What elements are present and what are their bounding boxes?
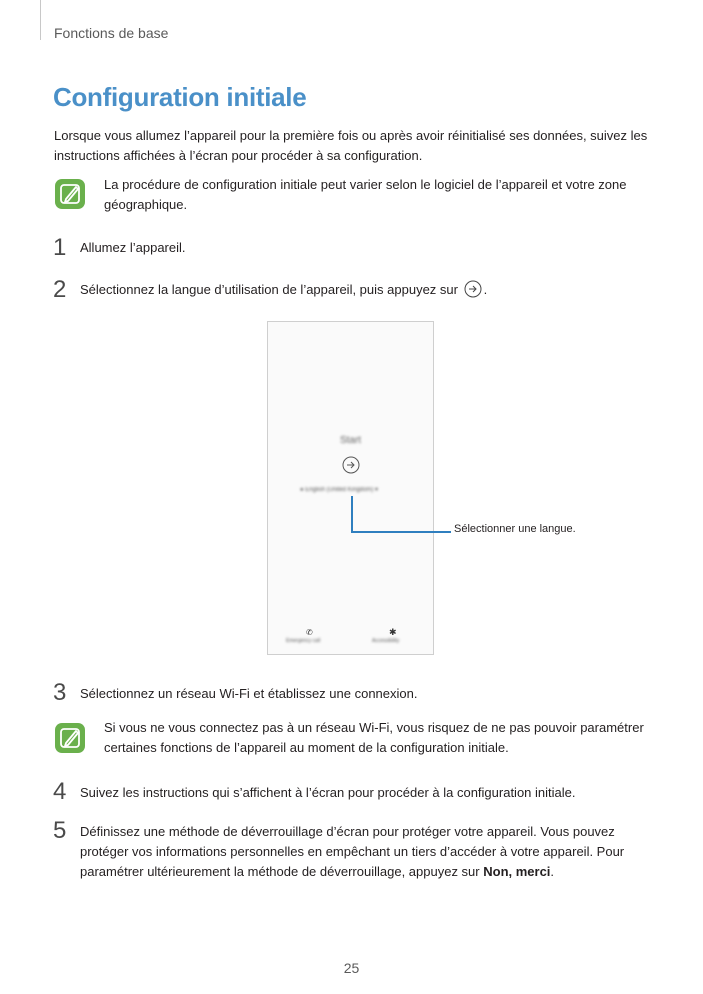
section-title: Fonctions de base bbox=[54, 25, 169, 41]
step-number: 2 bbox=[53, 276, 67, 303]
step-number: 1 bbox=[53, 234, 67, 261]
step-text-part: Sélectionnez la langue d’utilisation de l’appareil, puis appuyez sur bbox=[80, 282, 462, 297]
accessibility-label: Accessibility bbox=[372, 638, 400, 644]
step-number: 5 bbox=[53, 817, 67, 844]
screen-title: Start bbox=[339, 435, 362, 446]
intro-paragraph: Lorsque vous allumez l’appareil pour la première fois ou après avoir réinitialisé ses données, suivez les instructions affichées à l’écran pour procéder à sa configuration. bbox=[54, 128, 648, 163]
step-text: Sélectionnez un réseau Wi-Fi et établissez une connexion. bbox=[80, 686, 418, 701]
step-text: Suivez les instructions qui s’affichent à l’écran pour procéder à la configuration initiale. bbox=[80, 785, 576, 800]
emergency-call-label: Emergency call bbox=[286, 638, 321, 644]
step-text-part: . bbox=[483, 282, 488, 297]
non-merci-label: Non, merci bbox=[483, 864, 551, 879]
callout-label: Sélectionner une langue. bbox=[454, 523, 576, 535]
page-number: 25 bbox=[343, 960, 360, 976]
start-arrow-icon bbox=[342, 456, 360, 479]
step-text-part: . bbox=[550, 864, 555, 879]
note-pencil-icon bbox=[55, 179, 85, 209]
note-text: La procédure de configuration initiale peut varier selon le logiciel de l’appareil et votre zone géographique. bbox=[104, 177, 627, 212]
phone-screen-figure bbox=[267, 321, 434, 655]
callout-line bbox=[351, 496, 353, 532]
step-text-part: Définissez une méthode de déverrouillage d’écran pour protéger votre appareil. Vous pouvez protéger vos informations personnelles en empêchant un tiers d’accéder à votre appareil. Pour paramétrer ultérieurement la méthode de déverrouillage, appuyez sur bbox=[80, 824, 625, 879]
step-text bbox=[80, 280, 487, 300]
phone-icon: ✆ bbox=[306, 628, 313, 637]
language-selector bbox=[300, 486, 378, 493]
header-rule bbox=[40, 0, 41, 40]
note-pencil-icon bbox=[55, 723, 85, 753]
step-text bbox=[80, 822, 645, 882]
language-value: English (United Kingdom) bbox=[305, 487, 374, 493]
dropdown-icon: ▾ bbox=[375, 487, 379, 493]
accessibility-icon: ✱ bbox=[389, 627, 397, 637]
callout-line bbox=[351, 531, 451, 533]
step-number: 3 bbox=[53, 679, 67, 706]
globe-icon: ● bbox=[300, 487, 304, 493]
step-number: 4 bbox=[53, 778, 67, 805]
page-title: Configuration initiale bbox=[53, 82, 307, 112]
step-text: Allumez l’appareil. bbox=[80, 240, 186, 255]
next-arrow-icon bbox=[464, 280, 482, 298]
note-text: Si vous ne vous connectez pas à un réseau Wi-Fi, vous risquez de ne pas pouvoir paramétrer certaines fonctions de l’appareil au moment de la configuration initiale. bbox=[104, 720, 644, 755]
